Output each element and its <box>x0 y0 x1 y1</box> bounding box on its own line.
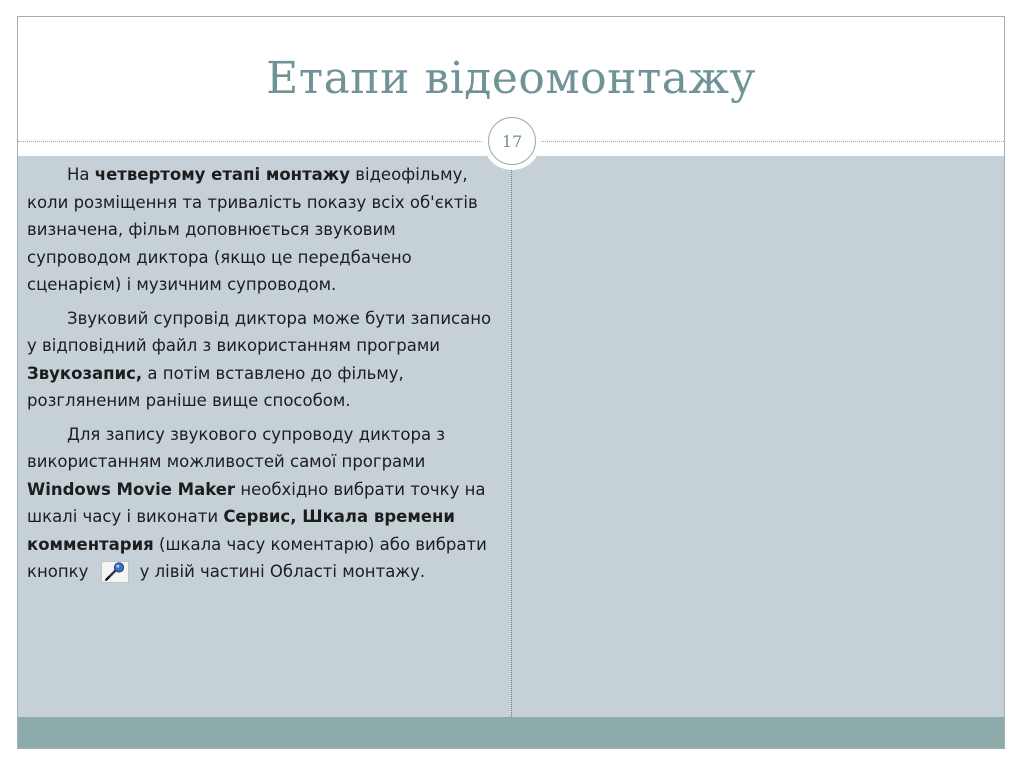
paragraph-2-rest: а потім вставлено до фільму, розгляненим раніше вище способом. <box>27 363 404 410</box>
paragraph-3-bold-app: Windows Movie Maker <box>27 479 236 499</box>
left-text-column <box>27 161 497 592</box>
paragraph-3-bold-menu: Сервис, Шкала времени комментария <box>27 507 455 554</box>
paragraph-1-rest: відеофільму, коли розміщення та тривалість показу всіх об'єктів визначена, фільм доповнюється звуковим супроводом диктора (якщо це передбачено сценарієм) і музичним супроводом. <box>27 165 478 294</box>
slide-title: Етапи відеомонтажу <box>266 53 756 104</box>
page-number: 17 <box>488 117 536 165</box>
paragraph-3-tail: у лівій частині Області монтажу. <box>134 562 426 581</box>
paragraph-1-bold: четвертому етапі монтажу <box>94 165 350 184</box>
paragraph-1-lead: На <box>67 165 95 184</box>
microphone-icon <box>101 561 129 583</box>
column-divider <box>511 156 512 717</box>
paragraph-3-mid: необхідно вибрати точку на шкалі часу і виконати <box>27 479 486 526</box>
paragraph-1 <box>27 161 497 299</box>
paragraph-2-bold: Звукозапис, <box>27 363 143 383</box>
paragraph-2 <box>27 305 497 415</box>
paragraph-2-lead: Звуковий супровід диктора може бути записано у відповідний файл з використанням програми <box>27 308 492 355</box>
slide <box>17 16 1005 749</box>
paragraph-3-mid2: (шкала часу коментарю) або вибрати кнопку <box>27 534 487 581</box>
footer-band <box>18 717 1004 749</box>
paragraph-3 <box>27 421 497 586</box>
paragraph-3-lead: Для запису звукового супроводу диктора з використанням можливостей самої програми <box>27 424 446 471</box>
